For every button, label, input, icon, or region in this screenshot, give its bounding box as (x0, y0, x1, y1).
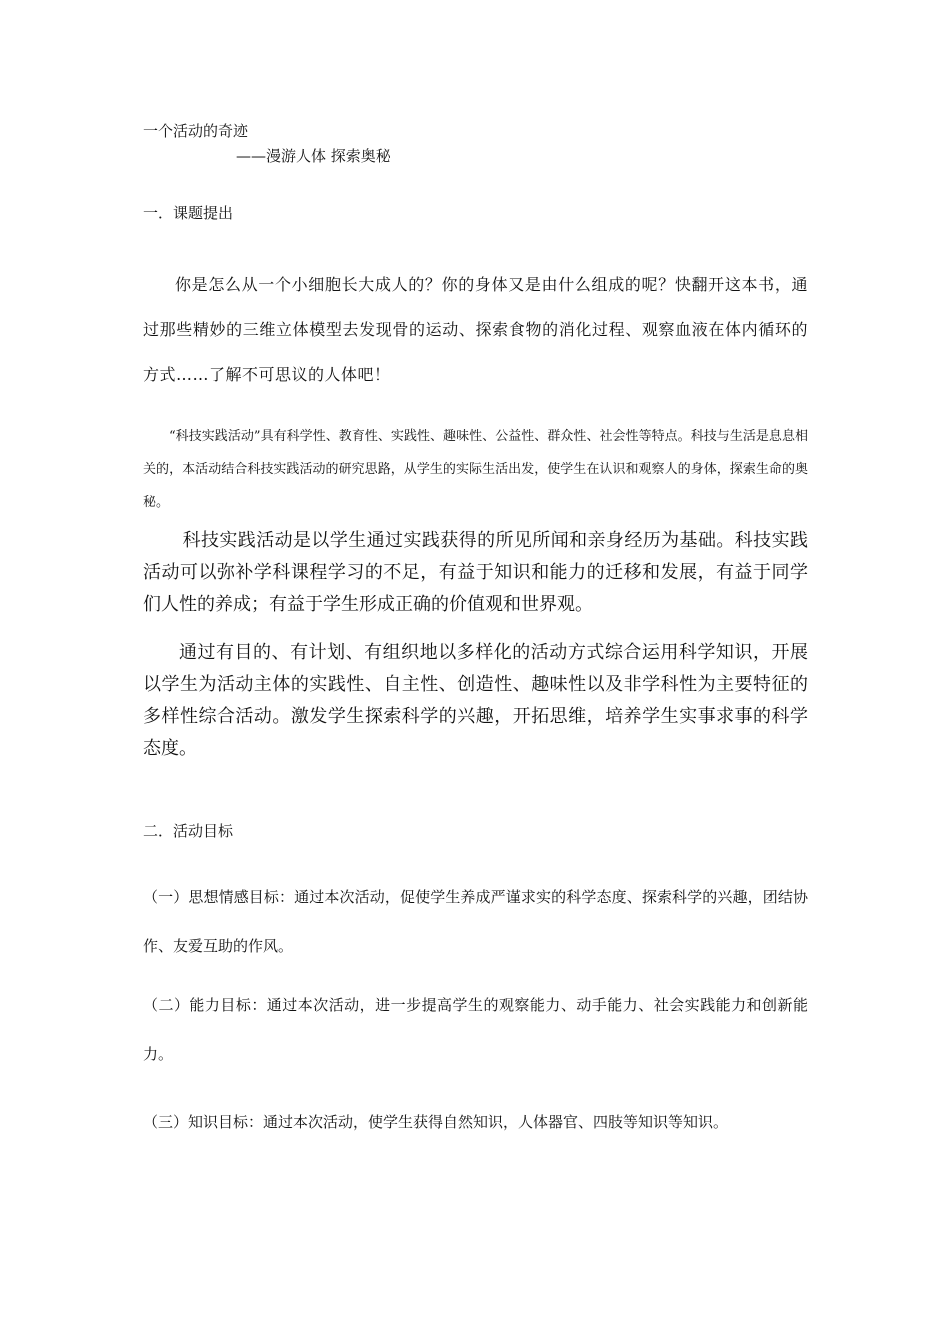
practice-basis-paragraph: 科技实践活动是以学生通过实践获得的所见所闻和亲身经历为基础。科技实践活动可以弥补学科课程学习的不足，有益于知识和能力的迁移和发展，有益于同学们人性的养成；有益于学生形成正确的价值观和世界观。 (143, 530, 808, 615)
document-subtitle: ——漫游人体 探索奥秘 (236, 147, 391, 165)
section-heading-1: 一．课题提出 (143, 204, 234, 222)
section-heading-2: 二．活动目标 (143, 822, 234, 840)
document-title: 一个活动的奇迹 (143, 122, 249, 140)
activity-method-paragraph: 通过有目的、有计划、有组织地以多样化的活动方式综合运用科学知识，开展以学生为活动主体的实践性、自主性、创造性、趣味性以及非学科性为主要特征的多样性综合活动。激发学生探索科学的兴趣，开拓思维，培养学生实事求事的科学态度。 (143, 642, 808, 759)
intro-paragraph: 你是怎么从一个小细胞长大成人的？你的身体又是由什么组成的呢？快翻开这本书，通过那些精妙的三维立体模型去发现骨的运动、探索食物的消化过程、观察血液在体内循环的方式……了解不可思议的人体吧！ (143, 275, 808, 384)
goal-item-ability: （二）能力目标：通过本次活动，进一步提高学生的观察能力、动手能力、社会实践能力和创新能力。 (143, 996, 808, 1063)
goal-item-knowledge: （三）知识目标：通过本次活动，使学生获得自然知识，人体器官、四肢等知识等知识。 (143, 1113, 729, 1131)
practice-features-paragraph: “科技实践活动”具有科学性、教育性、实践性、趣味性、公益性、群众性、社会性等特点。科技与生活是息息相关的，本活动结合科技实践活动的研究思路，从学生的实际生活出发，使学生在认识和观察人的身体，探索生命的奥秘。 (143, 429, 808, 510)
goal-item-emotion: （一）思想情感目标：通过本次活动，促使学生养成严谨求实的科学态度、探索科学的兴趣，团结协作、友爱互助的作风。 (143, 888, 808, 955)
